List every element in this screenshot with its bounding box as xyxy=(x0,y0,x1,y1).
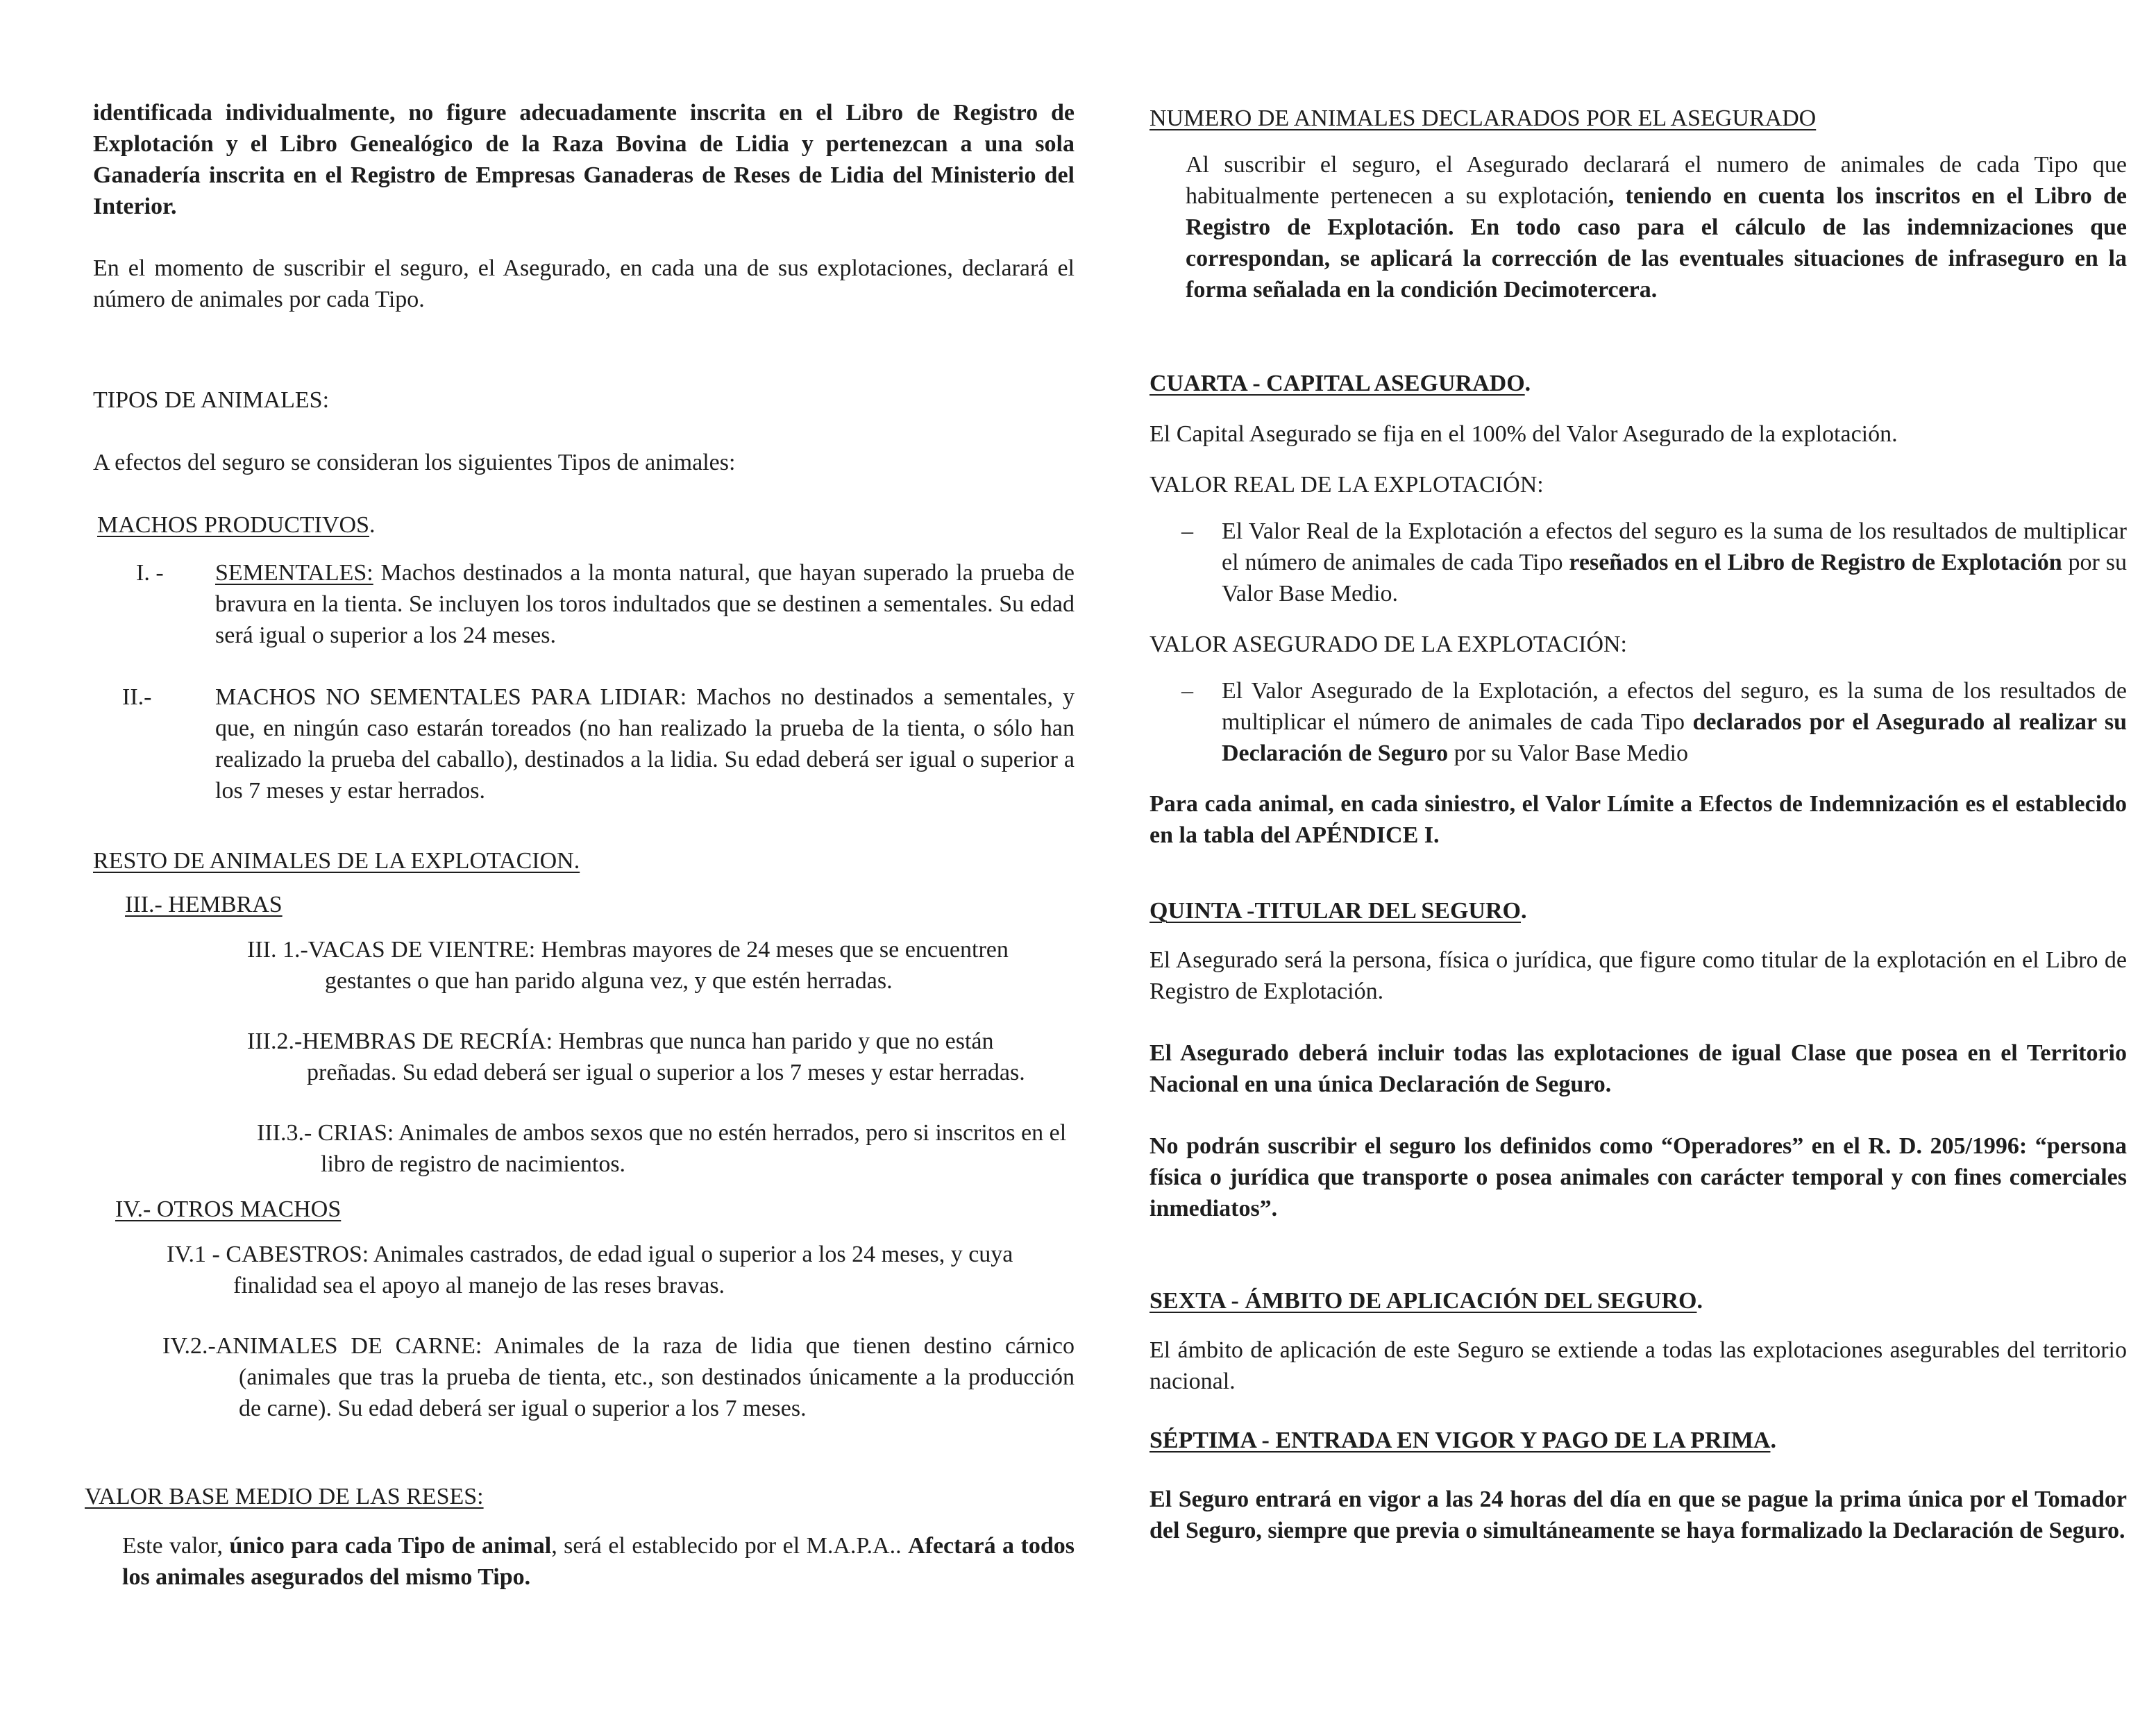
item-hembras-recria: III.2.-HEMBRAS DE RECRÍA: Hembras que nunca han parido y que no están preñadas. Su edad deberá ser igual o superior a los 7 meses y estar herradas. xyxy=(247,1028,1025,1085)
valor-limite-paragraph: Para cada animal, en cada siniestro, el Valor Límite a Efectos de Indemnización es el establecido en la tabla del APÉNDICE I. xyxy=(1149,791,2127,848)
cuarta-text: El Capital Asegurado se fija en el 100% del Valor Asegurado de la explotación. xyxy=(1149,421,1898,447)
cuarta-heading: CUARTA - CAPITAL ASEGURADO. xyxy=(1149,371,1531,396)
numero-heading: NUMERO DE ANIMALES DECLARADOS POR EL ASEGURADO xyxy=(1149,105,1817,131)
right-column xyxy=(1149,97,2127,1546)
valor-base-paragraph: Este valor, único para cada Tipo de animal, será el establecido por el M.A.P.A.. Afectará a todos los animales asegurados del mismo Tipo. xyxy=(122,1533,1075,1590)
declare-paragraph: En el momento de suscribir el seguro, el Asegurado, en cada una de sus explotaciones, declarará el número de animales por cada Tipo. xyxy=(93,255,1075,312)
septima-heading: SÉPTIMA - ENTRADA EN VIGOR Y PAGO DE LA PRIMA. xyxy=(1149,1428,1776,1453)
intro-paragraph: identificada individualmente, no figure adecuadamente inscrita en el Libro de Registro de Explotación y el Libro Genealógico de la Raza Bovina de Lidia y pertenezcan a una sola Ganadería inscrita en el Registro de Empresas Ganaderas de Reses de Lidia del Ministerio del Interior. xyxy=(93,100,1075,219)
sexta-text: El ámbito de aplicación de este Seguro se extiende a todas las explotaciones asegurables del territorio nacional. xyxy=(1149,1337,2127,1394)
machos-heading: MACHOS PRODUCTIVOS. xyxy=(97,512,376,538)
tipos-heading: TIPOS DE ANIMALES: xyxy=(93,387,330,413)
item-machos-no-sementales: II.- MACHOS NO SEMENTALES PARA LIDIAR: Machos no destinados a sementales, y que, en ningún caso estarán toreados (no han realizado la prueba de la tienta, o sólo han realizado la prueba del caballo), destinados a la lidia. Su edad deberá ser igual o superior a los 7 meses y estar herrados. xyxy=(122,684,1075,804)
item-cabestros: IV.1 - CABESTROS: Animales castrados, de edad igual o superior a los 24 meses, y cuya finalidad sea el apoyo al manejo de las reses bravas. xyxy=(167,1242,1013,1298)
numero-paragraph: Al suscribir el seguro, el Asegurado declarará el numero de animales de cada Tipo que habitualmente pertenecen a su explotación, teniendo en cuenta los inscritos en el Libro de Registro de Explotación. En todo caso para el cálculo de las indemnizaciones que correspondan, se aplicará la corrección de las eventuales situaciones de infraseguro en la forma señalada en la condición Decimotercera. xyxy=(1186,152,2127,303)
resto-heading: RESTO DE ANIMALES DE LA EXPLOTACION. xyxy=(93,848,580,874)
item-sementales: I. - SEMENTALES: Machos destinados a la monta natural, que hayan superado la prueba de bravura en la tienta. Se incluyen los toros indultados que se destinen a sementales. Su edad será igual o superior a los 24 meses. xyxy=(136,560,1075,648)
otros-machos-heading: IV.- OTROS MACHOS xyxy=(115,1196,342,1222)
quinta-bold-paragraph-1: El Asegurado deberá incluir todas las explotaciones de igual Clase que posea en el Territorio Nacional en una única Declaración de Seguro. xyxy=(1149,1040,2127,1097)
item-crias: III.3.- CRIAS: Animales de ambos sexos que no estén herrados, pero si inscritos en el libro de registro de nacimientos. xyxy=(257,1120,1067,1177)
item-vacas-vientre: III. 1.-VACAS DE VIENTRE: Hembras mayores de 24 meses que se encuentren gestantes o que han parido alguna vez, y que estén herradas. xyxy=(247,937,1009,994)
quinta-text: El Asegurado será la persona, física o jurídica, que figure como titular de la explotación en el Libro de Registro de Explotación. xyxy=(1149,947,2127,1004)
left-column xyxy=(85,97,1075,1593)
tipos-intro: A efectos del seguro se consideran los siguientes Tipos de animales: xyxy=(93,450,736,475)
quinta-bold-paragraph-2: No podrán suscribir el seguro los definidos como “Operadores” en el R. D. 205/1996: “persona física o jurídica que transporte o posea animales con carácter temporal y con fines comerciales inmediatos”. xyxy=(1149,1133,2127,1221)
valor-base-heading: VALOR BASE MEDIO DE LAS RESES: xyxy=(85,1484,484,1509)
valor-asegurado-item: – El Valor Asegurado de la Explotación, a efectos del seguro, es la suma de los resultados de multiplicar el número de animales de cada Tipo declarados por el Asegurado al realizar su Declaración de Seguro por su Valor Base Medio xyxy=(1181,678,2128,766)
item-animales-carne: IV.2.-ANIMALES DE CARNE: Animales de la raza de lidia que tienen destino cárnico (animales que tras la prueba de tienta, etc., son destinados únicamente a la producción de carne). Su edad deberá ser igual o superior a los 7 meses. xyxy=(162,1333,1075,1421)
quinta-heading: QUINTA -TITULAR DEL SEGURO. xyxy=(1149,898,1527,924)
septima-text: El Seguro entrará en vigor a las 24 horas del día en que se pague la prima única por el Tomador del Seguro, siempre que previa o simultáneamente se haya formalizado la Declaración de Seguro. xyxy=(1149,1487,2127,1543)
valor-asegurado-heading: VALOR ASEGURADO DE LA EXPLOTACIÓN: xyxy=(1149,632,1628,657)
valor-real-item: – El Valor Real de la Explotación a efectos del seguro es la suma de los resultados de multiplicar el número de animales de cada Tipo reseñados en el Libro de Registro de Explotación por su Valor Base Medio. xyxy=(1181,518,2127,607)
hembras-heading: III.- HEMBRAS xyxy=(125,892,283,917)
sexta-heading: SEXTA - ÁMBITO DE APLICACIÓN DEL SEGURO. xyxy=(1149,1288,1703,1314)
valor-real-heading: VALOR REAL DE LA EXPLOTACIÓN: xyxy=(1149,472,1544,498)
